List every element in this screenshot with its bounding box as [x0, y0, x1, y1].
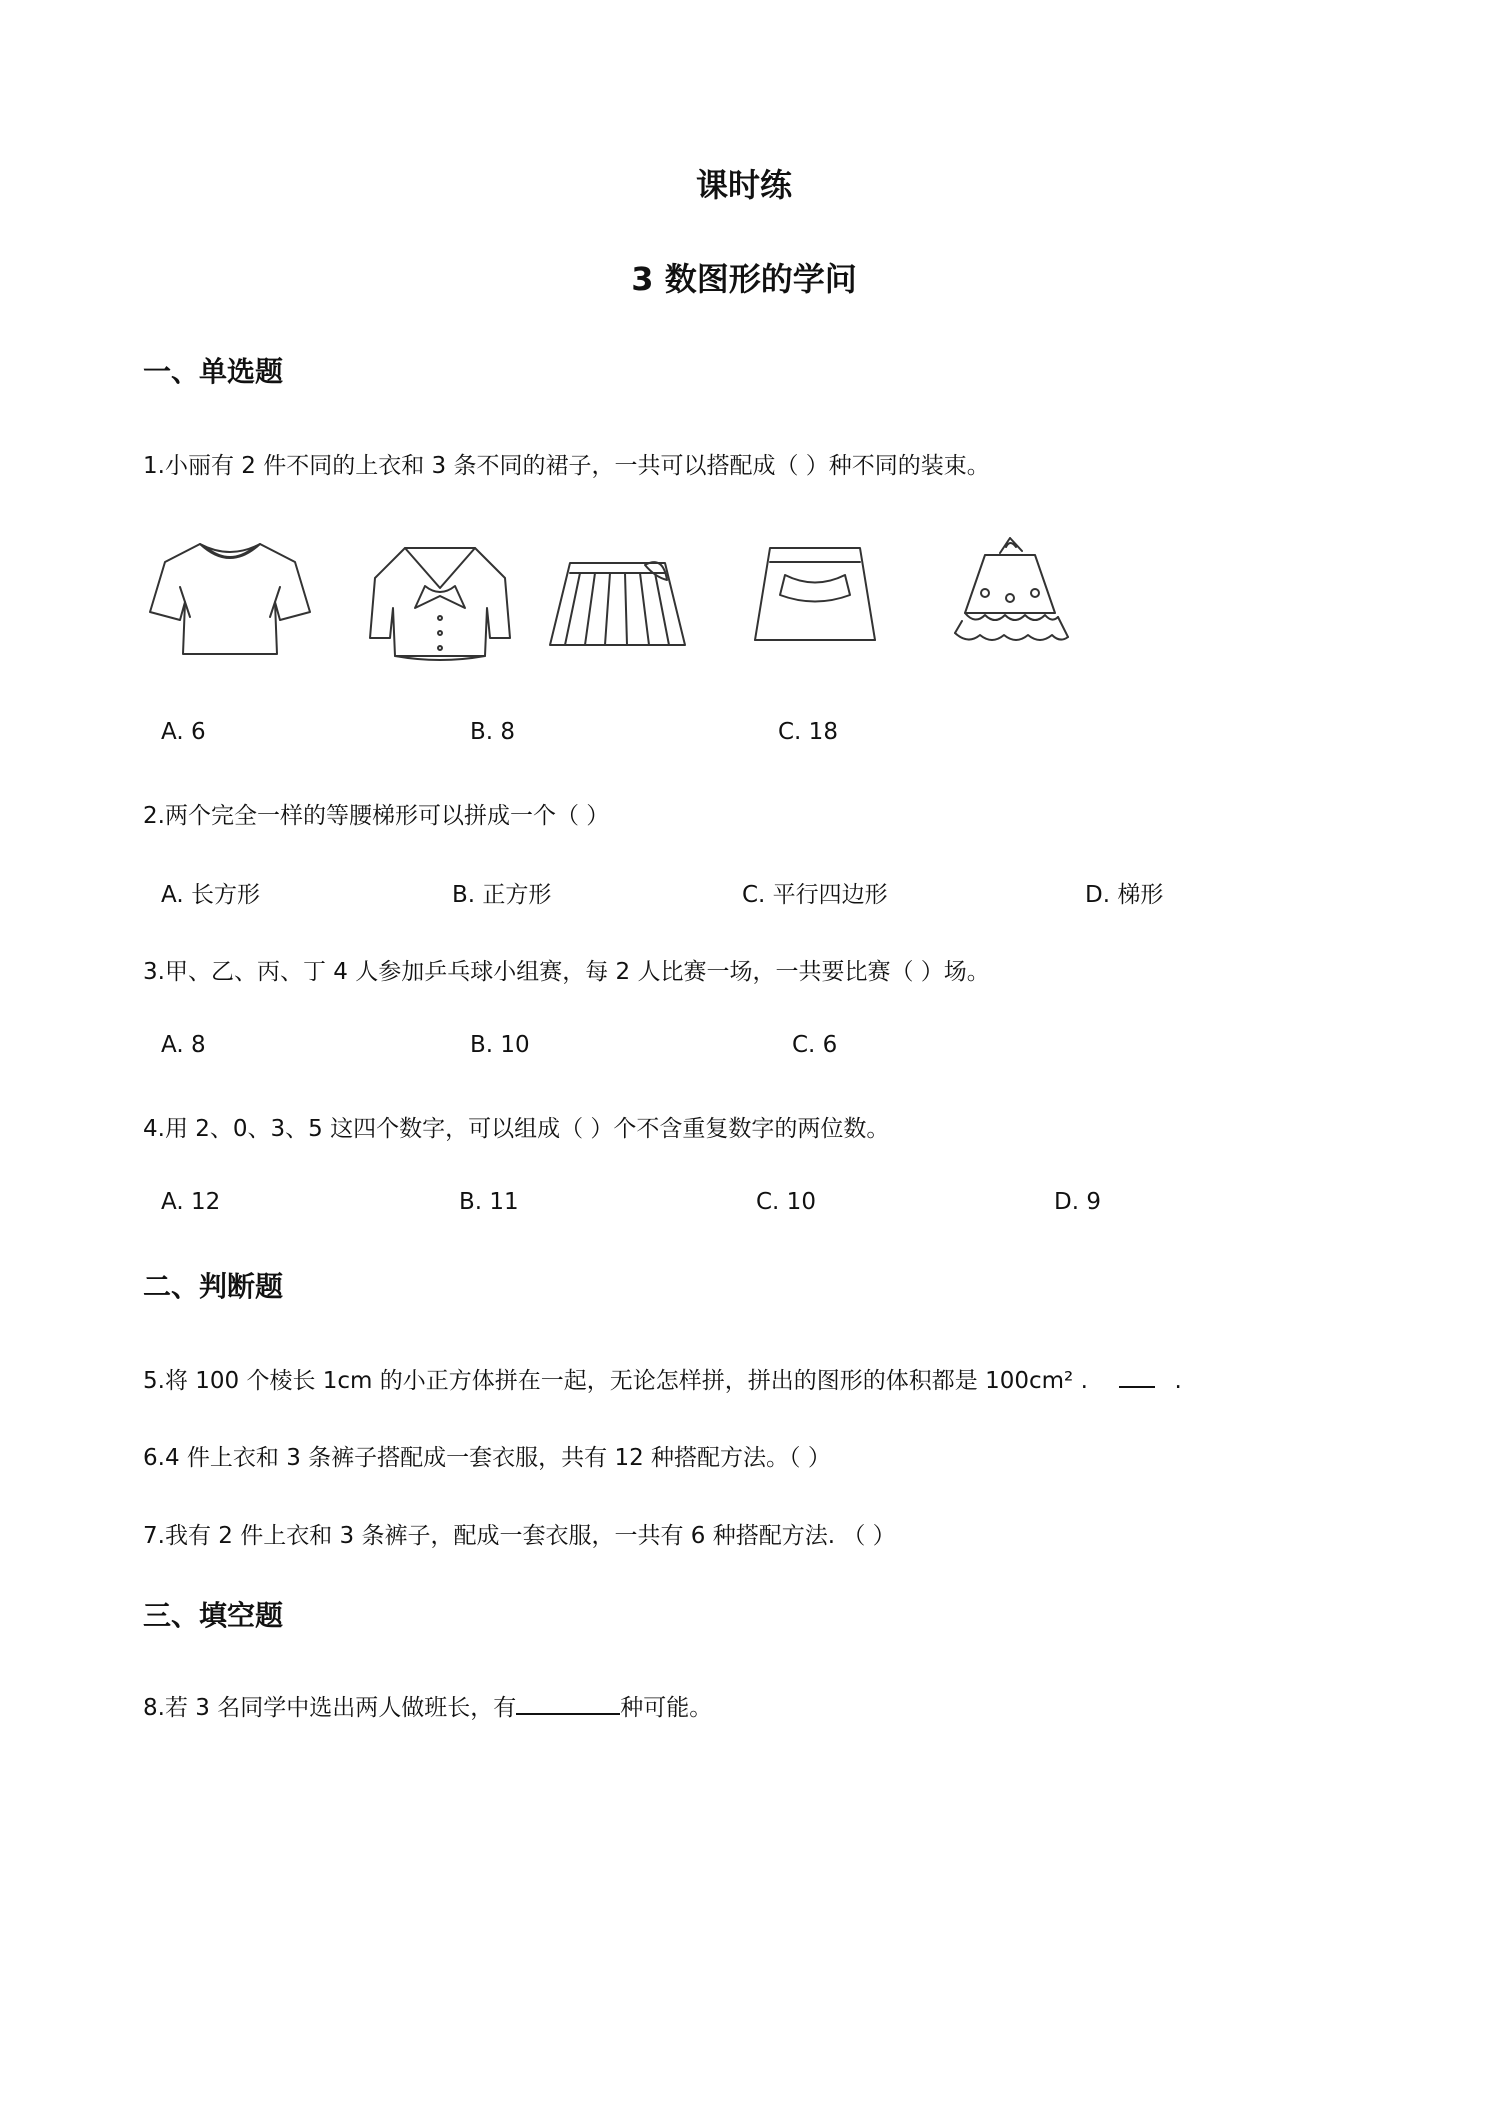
page-title: 课时练 — [695, 166, 792, 204]
page-subtitle: 3 数图形的学问 — [631, 260, 857, 298]
question-2: 2.两个完全一样的等腰梯形可以拼成一个（ ） — [143, 803, 610, 829]
question-8 — [143, 1689, 712, 1722]
section-fill-blank: 三、填空题 — [143, 1599, 284, 1632]
pleated-skirt-illustration — [545, 555, 690, 655]
question-3: 3.甲、乙、丙、丁 4 人参加乒乓球小组赛，每 2 人比赛一场，一共要比赛（ ）场。 — [143, 959, 990, 985]
sailor-shirt-illustration — [365, 538, 515, 668]
q4-option-b[interactable]: B. 11 — [459, 1189, 519, 1215]
question-5 — [143, 1362, 1182, 1395]
mini-skirt-illustration — [750, 540, 880, 650]
question-1: 1.小丽有 2 件不同的上衣和 3 条不同的裙子，一共可以搭配成（ ）种不同的装束。 — [143, 453, 990, 479]
question-4: 4.用 2、0、3、5 这四个数字，可以组成（ ）个不含重复数字的两位数。 — [143, 1116, 890, 1142]
q2-option-b[interactable]: B. 正方形 — [452, 882, 552, 908]
section-single-choice: 一、单选题 — [143, 355, 284, 388]
question-8-post: 种可能。 — [620, 1695, 713, 1721]
q3-option-a[interactable]: A. 8 — [161, 1032, 206, 1058]
q2-option-c[interactable]: C. 平行四边形 — [742, 882, 888, 908]
ruffled-skirt-illustration — [940, 533, 1080, 663]
section-true-false: 二、判断题 — [143, 1270, 284, 1303]
question-7: 7.我有 2 件上衣和 3 条裤子，配成一套衣服，一共有 6 种搭配方法. （ ） — [143, 1523, 896, 1549]
question-8-answer-blank[interactable] — [516, 1690, 620, 1715]
q2-option-a[interactable]: A. 长方形 — [161, 882, 260, 908]
question-6: 6.4 件上衣和 3 条裤子搭配成一套衣服，共有 12 种搭配方法。（ ） — [143, 1445, 831, 1471]
q3-option-b[interactable]: B. 10 — [470, 1032, 530, 1058]
q4-option-c[interactable]: C. 10 — [756, 1189, 816, 1215]
q1-option-b[interactable]: B. 8 — [470, 719, 516, 745]
q3-option-c[interactable]: C. 6 — [792, 1032, 838, 1058]
blouse-illustration — [145, 532, 315, 662]
q4-option-d[interactable]: D. 9 — [1054, 1189, 1101, 1215]
question-8-pre: 8.若 3 名同学中选出两人做班长，有 — [143, 1695, 517, 1721]
q4-option-a[interactable]: A. 12 — [161, 1189, 221, 1215]
q1-option-c[interactable]: C. 18 — [778, 719, 838, 745]
q1-option-a[interactable]: A. 6 — [161, 719, 206, 745]
q2-option-d[interactable]: D. 梯形 — [1085, 882, 1164, 908]
question-5-tail: . — [1174, 1368, 1182, 1394]
question-5-text: 5.将 100 个棱长 1cm 的小正方体拼在一起，无论怎样拼，拼出的图形的体积都是 100cm² . — [143, 1368, 1088, 1394]
question-5-answer-blank[interactable] — [1119, 1363, 1155, 1388]
